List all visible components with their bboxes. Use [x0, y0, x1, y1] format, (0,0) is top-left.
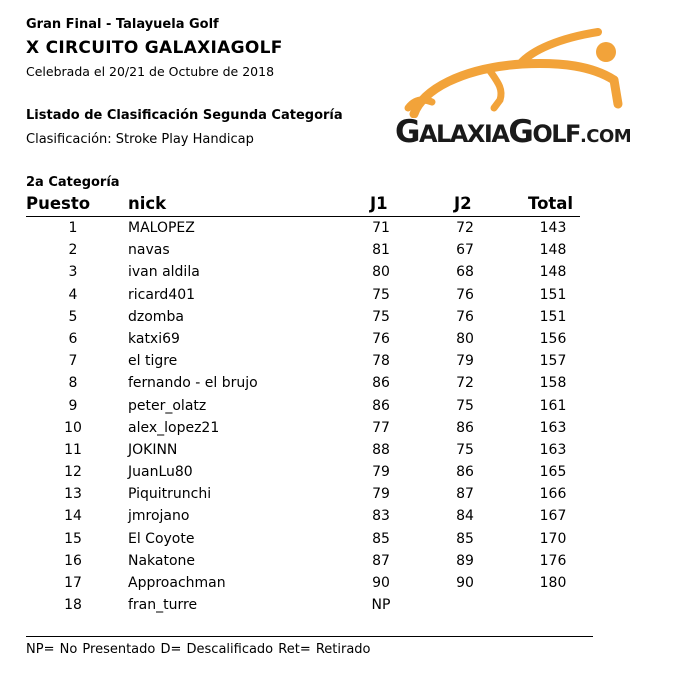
cell-j2: 72	[456, 375, 474, 392]
table-row	[26, 217, 580, 239]
cell-total: 176	[539, 552, 567, 569]
table-row	[26, 550, 580, 572]
cell-nick: peter_olatz	[128, 397, 207, 414]
table-row	[26, 572, 580, 594]
cell-total: 148	[539, 242, 567, 259]
table-row	[26, 372, 580, 394]
cell-j2: 80	[456, 330, 474, 347]
cell-total: 157	[539, 353, 567, 370]
cell-puesto: 16	[64, 552, 82, 569]
cell-nick: Nakatone	[128, 552, 196, 569]
table-row	[26, 417, 580, 439]
cell-j1: 80	[372, 264, 390, 281]
cell-nick: Approachman	[128, 575, 226, 591]
table-row	[26, 306, 580, 328]
table-row	[26, 350, 580, 372]
cell-puesto: 8	[68, 375, 78, 392]
category-title: 2a Categoría	[26, 175, 120, 190]
cell-nick: fran_turre	[128, 597, 198, 614]
cell-j1: 79	[372, 486, 390, 503]
cell-nick: katxi69	[128, 330, 180, 347]
cell-j1: 79	[372, 464, 390, 481]
cell-j2: 75	[456, 441, 474, 458]
cell-j1: 86	[372, 375, 390, 392]
cell-j1: 71	[372, 220, 390, 236]
listing-title: Listado de Clasificación Segunda Categoría	[26, 108, 343, 123]
cell-j2: 68	[456, 264, 474, 281]
cell-j2: 75	[456, 397, 474, 414]
cell-nick: dzomba	[128, 308, 184, 325]
cell-j1: 88	[372, 441, 390, 458]
cell-j2: 84	[456, 508, 474, 525]
table-row	[26, 528, 580, 550]
cell-nick: navas	[128, 242, 170, 259]
cell-total: 161	[539, 397, 567, 414]
cell-puesto: 18	[64, 597, 82, 614]
cell-j2: 85	[456, 530, 474, 547]
cell-j1: 81	[372, 242, 390, 259]
cell-nick: JOKINN	[128, 441, 178, 458]
cell-j1: 90	[372, 575, 390, 591]
cell-nick: El Coyote	[128, 530, 195, 547]
cell-nick: alex_lopez21	[128, 419, 220, 436]
cell-total: 170	[539, 530, 567, 547]
cell-puesto: 17	[64, 575, 82, 591]
cell-j2: 76	[456, 286, 474, 303]
cell-j1: 75	[372, 286, 390, 303]
cell-j1: 87	[372, 552, 390, 569]
cell-total: 148	[539, 264, 567, 281]
table-row	[26, 261, 580, 283]
table-row	[26, 395, 580, 417]
cell-total: 167	[539, 508, 567, 525]
cell-puesto: 11	[64, 441, 82, 458]
table-row	[26, 483, 580, 505]
cell-j2: 79	[456, 353, 474, 370]
table-row	[26, 594, 580, 616]
cell-puesto: 10	[64, 419, 82, 436]
event-title: Gran Final - Talayuela Golf	[26, 17, 219, 32]
classification-table	[26, 192, 580, 616]
golfer-swing-icon	[392, 28, 682, 118]
cell-j1: 76	[372, 330, 390, 347]
header-puesto: Puesto	[26, 194, 91, 213]
cell-total: 163	[539, 441, 567, 458]
cell-puesto: 4	[68, 286, 78, 303]
cell-j2: 89	[456, 552, 474, 569]
footer-divider	[26, 636, 593, 637]
cell-total: 163	[539, 419, 567, 436]
cell-puesto: 6	[68, 330, 78, 347]
cell-total: 143	[539, 220, 567, 236]
cell-total: 180	[539, 575, 567, 591]
cell-puesto: 14	[64, 508, 82, 525]
cell-total: 166	[539, 486, 567, 503]
cell-j2: 87	[456, 486, 474, 503]
cell-puesto: 5	[68, 308, 78, 325]
table-row	[26, 284, 580, 306]
cell-j2: 86	[456, 464, 474, 481]
cell-j1: 83	[372, 508, 390, 525]
table-row	[26, 461, 580, 483]
cell-j1: 78	[372, 353, 390, 370]
header-total: Total	[528, 194, 574, 213]
cell-nick: ivan aldila	[128, 264, 200, 281]
cell-j2: 76	[456, 308, 474, 325]
cell-j2: 67	[456, 242, 474, 259]
cell-puesto: 1	[68, 220, 78, 236]
cell-nick: el tigre	[128, 353, 178, 370]
cell-j1: 86	[372, 397, 390, 414]
cell-puesto: 13	[64, 486, 82, 503]
cell-puesto: 9	[68, 397, 78, 414]
cell-j2: 72	[456, 220, 474, 236]
cell-total: 165	[539, 464, 567, 481]
event-date: Celebrada el 20/21 de Octubre de 2018	[26, 64, 275, 79]
cell-nick: MALOPEZ	[128, 220, 195, 236]
table-header	[26, 192, 580, 217]
cell-total: 151	[539, 308, 567, 325]
cell-j1: 85	[372, 530, 390, 547]
cell-nick: ricard401	[128, 286, 196, 303]
cell-nick: JuanLu80	[128, 464, 193, 481]
cell-puesto: 12	[64, 464, 82, 481]
cell-puesto: 15	[64, 530, 82, 547]
cell-j2: 90	[456, 575, 474, 591]
table-row	[26, 439, 580, 461]
cell-total: 151	[539, 286, 567, 303]
cell-total: 158	[539, 375, 567, 392]
cell-puesto: 3	[68, 264, 78, 281]
table-row	[26, 239, 580, 261]
cell-j1: NP	[371, 597, 391, 614]
header-j2: J2	[454, 194, 472, 213]
circuit-title: X CIRCUITO GALAXIAGOLF	[26, 38, 283, 58]
table-body	[26, 217, 580, 616]
cell-nick: jmrojano	[128, 508, 190, 525]
cell-j1: 75	[372, 308, 390, 325]
table-row	[26, 505, 580, 527]
table-row	[26, 328, 580, 350]
logo-wordmark: GALAXIAGOLF.COM	[395, 114, 632, 150]
cell-puesto: 2	[68, 242, 78, 259]
header-nick: nick	[128, 194, 167, 213]
cell-nick: Piquitrunchi	[128, 486, 212, 503]
cell-nick: fernando - el brujo	[128, 375, 258, 392]
classification-type: Clasificación: Stroke Play Handicap	[26, 132, 254, 147]
cell-j2: 86	[456, 419, 474, 436]
legend: NP= No Presentado D= Descalificado Ret= Retirado	[26, 642, 371, 657]
header-j1: J1	[370, 194, 388, 213]
cell-total: 156	[539, 330, 567, 347]
galaxiagolf-logo	[392, 28, 682, 160]
cell-j1: 77	[372, 419, 390, 436]
cell-puesto: 7	[68, 353, 78, 370]
